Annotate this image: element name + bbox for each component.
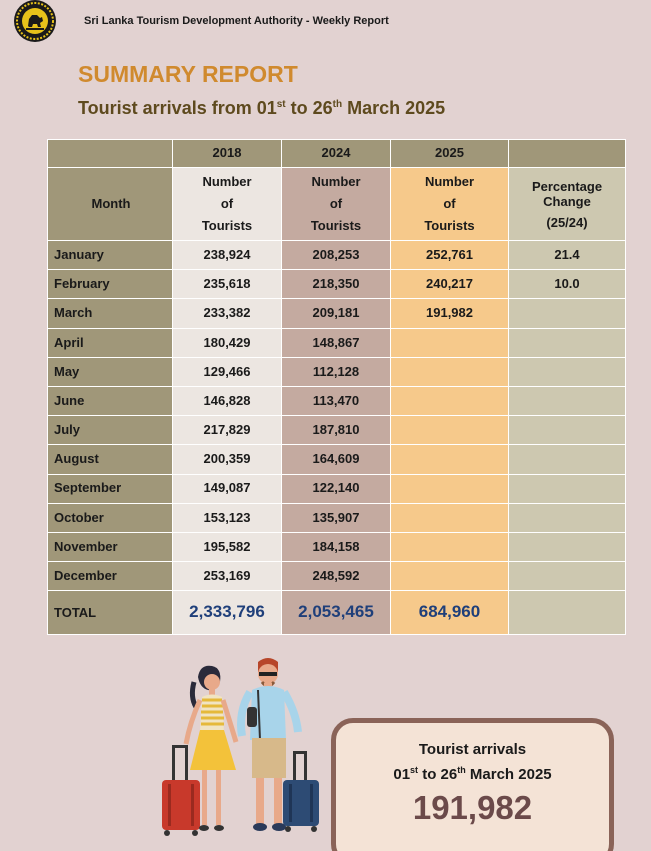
value-2018-cell: 153,123 (173, 503, 282, 532)
table-row (48, 241, 626, 270)
highlight-title: Tourist arrivals (418, 741, 527, 758)
table-row (48, 299, 626, 328)
pct-change-cell (509, 416, 626, 445)
month-cell: October (48, 503, 173, 532)
value-2024-cell: 135,907 (282, 503, 391, 532)
pct-change-cell (509, 562, 626, 591)
table-row (48, 357, 626, 386)
value-2024-cell: 113,470 (282, 386, 391, 415)
value-2025-cell (391, 386, 509, 415)
value-2024-cell: 218,350 (282, 270, 391, 299)
pct-change-cell (509, 445, 626, 474)
total-2024: 2,053,465 (282, 591, 391, 635)
value-2018-cell: 200,359 (173, 445, 282, 474)
total-pct-blank (509, 591, 626, 635)
highlight-period: 01st to 26th March 2025 (393, 765, 552, 783)
year-header-2024: 2024 (282, 140, 391, 168)
value-2025-cell (391, 503, 509, 532)
pct-change-cell (509, 299, 626, 328)
table-row (48, 445, 626, 474)
table-row (48, 503, 626, 532)
month-cell: December (48, 562, 173, 591)
pct-change-cell (509, 474, 626, 503)
sltda-lion-emblem-icon (8, 0, 62, 46)
count-header-2024: Number of Tourists (282, 168, 391, 241)
month-header: Month (48, 168, 173, 241)
march-arrivals-highlight-box (331, 718, 614, 851)
table-row (48, 562, 626, 591)
value-2024-cell: 164,609 (282, 445, 391, 474)
travelers-with-luggage-illustration (150, 652, 330, 842)
value-2018-cell: 233,382 (173, 299, 282, 328)
value-2018-cell: 217,829 (173, 416, 282, 445)
year-header-blank (48, 140, 173, 168)
value-2025-cell: 252,761 (391, 241, 509, 270)
month-cell: August (48, 445, 173, 474)
value-2025-cell (391, 357, 509, 386)
table-row (48, 532, 626, 561)
month-cell: January (48, 241, 173, 270)
value-2024-cell: 148,867 (282, 328, 391, 357)
total-2018: 2,333,796 (173, 591, 282, 635)
month-cell: February (48, 270, 173, 299)
value-2025-cell (391, 532, 509, 561)
column-header-row (48, 168, 626, 241)
value-2024-cell: 209,181 (282, 299, 391, 328)
value-2018-cell: 180,429 (173, 328, 282, 357)
table-row (48, 416, 626, 445)
org-title: Sri Lanka Tourism Development Authority - Weekly Report (84, 15, 389, 27)
value-2025-cell (391, 328, 509, 357)
count-header-2025: Number of Tourists (391, 168, 509, 241)
month-cell: July (48, 416, 173, 445)
highlight-value: 191,982 (412, 789, 533, 826)
month-cell: June (48, 386, 173, 415)
month-cell: September (48, 474, 173, 503)
table-row (48, 270, 626, 299)
month-cell: May (48, 357, 173, 386)
value-2024-cell: 112,128 (282, 357, 391, 386)
table-row (48, 474, 626, 503)
pct-change-cell: 10.0 (509, 270, 626, 299)
value-2025-cell (391, 562, 509, 591)
value-2018-cell: 146,828 (173, 386, 282, 415)
value-2018-cell: 235,618 (173, 270, 282, 299)
value-2018-cell: 238,924 (173, 241, 282, 270)
value-2025-cell: 191,982 (391, 299, 509, 328)
value-2018-cell: 253,169 (173, 562, 282, 591)
table-row (48, 386, 626, 415)
value-2024-cell: 248,592 (282, 562, 391, 591)
year-header-2025: 2025 (391, 140, 509, 168)
value-2024-cell: 122,140 (282, 474, 391, 503)
value-2024-cell: 184,158 (282, 532, 391, 561)
value-2024-cell: 208,253 (282, 241, 391, 270)
value-2025-cell (391, 445, 509, 474)
pct-change-cell (509, 532, 626, 561)
pct-change-cell (509, 357, 626, 386)
table-row (48, 328, 626, 357)
year-header-2018: 2018 (173, 140, 282, 168)
pct-change-cell: 21.4 (509, 241, 626, 270)
total-row (48, 591, 626, 635)
value-2025-cell (391, 474, 509, 503)
pct-change-cell (509, 328, 626, 357)
month-cell: November (48, 532, 173, 561)
arrivals-table (47, 139, 626, 635)
value-2018-cell: 195,582 (173, 532, 282, 561)
month-cell: April (48, 328, 173, 357)
report-title: SUMMARY REPORT (78, 61, 298, 87)
total-2025: 684,960 (391, 591, 509, 635)
value-2025-cell: 240,217 (391, 270, 509, 299)
pct-change-cell (509, 503, 626, 532)
value-2024-cell: 187,810 (282, 416, 391, 445)
value-2018-cell: 149,087 (173, 474, 282, 503)
year-header-row (48, 140, 626, 168)
report-subtitle: Tourist arrivals from 01st to 26th March 2025 (78, 98, 446, 118)
value-2025-cell (391, 416, 509, 445)
pct-change-header: Percentage Change (25/24) (509, 168, 626, 241)
year-header-pct-blank (509, 140, 626, 168)
pct-change-cell (509, 386, 626, 415)
value-2018-cell: 129,466 (173, 357, 282, 386)
month-cell: March (48, 299, 173, 328)
total-label: TOTAL (48, 591, 173, 635)
count-header-2018: Number of Tourists (173, 168, 282, 241)
